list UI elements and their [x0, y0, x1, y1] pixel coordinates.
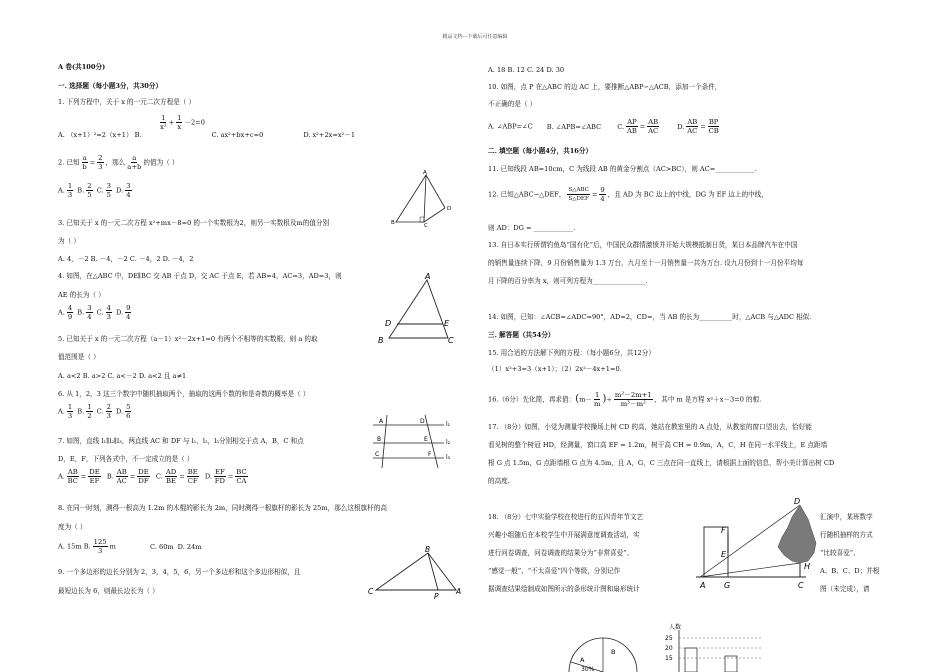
question-8-line-2: 度为（ ） — [58, 523, 87, 531]
label-c: C — [375, 451, 380, 458]
q1-equation-b: $\frac{1}{\text{x²}}$ + $\frac{1}{x}$ －2=0 — [160, 114, 205, 131]
question-18-line-4-cont: A、B、C、D；并根 — [820, 567, 880, 575]
label-a: A — [580, 656, 585, 664]
q1-options: A. （x+1）²=2（x+1） B. C. ax²+bx+c=0 D. x²+2x=x²－1 — [58, 131, 356, 139]
question-3-line-2: 为（ ） — [58, 237, 80, 245]
question-7-line-1: 7. 如图，直线 l₁∥l₂∥l₃，两直线 AC 和 DF 与 l₁，l₂，l₃分别相交于点 A，B，C 和点 — [58, 437, 304, 445]
question-11: 11. 已知线段 AB=10cm，C 为线段 AB 的黄金分割点（AC>BC），则 AC=____________. — [488, 165, 757, 173]
question-5-line-1: 5. 已知关于 x 的一元二次方程（a－1）x²－2x+1=0 有两个不相等的实数根，则 a 的取 — [58, 335, 318, 343]
question-13-line-1: 13. 自日本实行所谓钓鱼岛“国有化”后，中国民众群情激愤并开始大规模抵制日货，某日本品牌汽车在中国 — [488, 241, 798, 249]
question-18-line-5: 据调查结果绘制成如图所示的条形统计图和扇形统计 — [488, 585, 640, 593]
q8-options: A. 15m B. $\frac{125}{3}$ m C. 60m D. 24m — [58, 538, 202, 555]
question-17-line-4: 的高度. — [488, 477, 510, 485]
label-l2: l₂ — [446, 439, 451, 446]
label-b: B — [425, 545, 431, 554]
question-12: 12. 已知△ABC∽△DEF， S△ABC S△DEF = $\frac{9}{4}$ ，且 AD 为 BC 边上的中线，DG 为 EF 边上的中线， — [488, 186, 768, 203]
tree-crown — [778, 505, 816, 563]
question-10-line-1: 10. 如图，点 P 在△ABC 的边 AC 上，要推断△ABP∽△ACB，添加一个条件， — [488, 83, 722, 91]
q3-options: A. 4，－2 B. －4，－2 C. －4，2 D. －4，2 — [58, 255, 194, 263]
label-a: A — [423, 170, 427, 176]
label-a: A — [456, 587, 462, 596]
triangle-abc — [396, 175, 426, 222]
bar-1 — [685, 648, 697, 672]
question-12-line-2: 则 AD：DG = ____________. — [488, 224, 576, 232]
question-9-line-1: 9. 一个多边形的边长分别为 2，3，4，5，6，另一个多边形和这个多边形相似，且 — [58, 568, 301, 576]
question-17-line-3: 根 G 点 1.5m，G 点距墙根 G 点为 4.5m，且 A，G，C 三点在同一直线上，请根据上面的信息，帮小美计算出树 CD — [488, 459, 835, 467]
label-d: D — [794, 497, 801, 506]
tick-25: 25 — [665, 635, 673, 642]
figure-q10 — [366, 545, 466, 600]
question-2: 2. 已知 $\frac{a}{b}$ = $\frac{2}{3}$ ，那么 $\frac{a}{a+b}$ 的值为（ ） — [58, 154, 179, 171]
figure-q18-bar — [655, 624, 765, 672]
question-9-line-2: 最短边长为 6，则最长边长为（ ） — [58, 587, 159, 595]
label-h: H — [804, 562, 811, 571]
question-6: 6. 从 1，2，3 这三个数字中随机抽取两个，抽取的这两个数的和是奇数的概率是（ ） — [58, 390, 310, 398]
figure-q17 — [688, 495, 823, 595]
figure-q18-pie — [565, 632, 645, 672]
q2-options: A. $\frac{1}{3}$ B. $\frac{2}{5}$ C. $\frac{3}{5}$ D. $\frac{3}{4}$ — [58, 182, 131, 199]
question-13-line-3: 月下降的百分率为 x，则可列方程为________________. — [488, 277, 648, 285]
segment-ad — [426, 175, 445, 208]
question-17-line-2: 看见树的整个树冠 HD，经测量，窗口高 EF = 1.2m，树干高 CH = 0.9m，A，C，H 在同一水平线上，E 点距墙 — [488, 441, 828, 449]
question-15: 15. 用合适的方法解下列的方程：（每小题6分，共12分） — [488, 349, 655, 357]
question-7-line-2: D，E，F，下列各式中，不一定成立的是（ ） — [58, 455, 194, 463]
label-l1: l₁ — [446, 421, 451, 428]
label-b: B — [377, 436, 382, 443]
label-e: E — [721, 550, 727, 559]
bar-2 — [725, 656, 737, 672]
question-3-line-1: 3. 已知关于 x 的一元二次方程 x²+mx－8=0 的一个实数根为2，则另一实数根及m的值分别 — [58, 219, 330, 227]
label-g: G — [724, 581, 731, 590]
figure-q2 — [388, 172, 458, 227]
label-d: D — [420, 418, 425, 425]
label-b: B — [611, 648, 616, 656]
question-18-line-2-cont: 行随机抽样的方式 — [820, 531, 873, 539]
question-5-line-2: 值范围是（ ） — [58, 353, 100, 361]
label-a: A — [700, 581, 706, 590]
triangle-abc — [376, 553, 456, 590]
label-pct: 30% — [581, 666, 595, 672]
label-a: A — [379, 418, 384, 425]
question-18-line-5-cont: 图（未完成），请 — [820, 585, 870, 593]
label-b: B — [391, 220, 395, 226]
section-1-title: 一. 选择题（每小题3分，共30分） — [58, 82, 163, 90]
question-14: 14. 如图，已知：∠ACB=∠ADC=90°，AD=2，CD=，当 AB 的长为__________时，△ACB 与△ADC 相似. — [488, 313, 812, 321]
figure-q7 — [370, 410, 460, 470]
question-16: 16.（6分）先化简，再求值：(m－ $\frac{1}{m}$ )÷ $\frac{\text{m²－2m+1}}{\text{m³－m²}}$ ，其中 m 是方程 x²＋x－3=0 的根. — [488, 391, 762, 408]
figure-q4 — [370, 272, 460, 344]
label-c: C — [448, 336, 454, 345]
question-18-line-1-cont: 汇演中，某班数学 — [820, 513, 873, 521]
triangle-abc — [389, 280, 448, 338]
segment-bp — [428, 553, 438, 590]
label-d: D — [447, 206, 452, 212]
label-c: C — [368, 587, 374, 596]
label-c: C — [798, 581, 804, 590]
section-2-title: 二. 填空题（每小题4分，共16分） — [488, 147, 593, 155]
label-c: C — [424, 223, 428, 229]
question-18-line-3: 进行问卷调查，问卷调查的结果分为“非常喜爱”、 — [488, 549, 634, 557]
question-8-line-1: 8. 在同一时刻，测得一根高为 1.2m 的木棍的影长为 2m，同时测得一根旗杆的影长为 25m，那么这根旗杆的高 — [58, 504, 387, 512]
q7-options: A. $\frac{AB}{BC}$ = $\frac{DE}{EF}$ B. $\frac{AB}{AC}$ = $\frac{DE}{DF}$ C. $\frac{AD}{BE}$ = $\frac{BE}{CF}$ D. $\frac{EF}{FD}$ = $\frac{BC}{CA}$ — [58, 468, 247, 485]
question-15-line-2: （1）x²+3=3（x+1）；（2）2x²－4x+1=0. — [488, 365, 622, 373]
q6-options: A. $\frac{1}{3}$ B. $\frac{1}{2}$ C. $\frac{2}{3}$ D. $\frac{5}{6}$ — [58, 403, 131, 420]
question-13-line-2: 的销售量连续下降，9 月份销售量为 1.3 万台，九月至十一月销售量一共为万台. 设九月份到十一月份平均每 — [488, 259, 804, 267]
label-b: B — [378, 336, 384, 345]
sight-line-lower — [700, 563, 800, 577]
label-e: E — [444, 319, 450, 328]
label-f: F — [428, 451, 432, 458]
question-18-line-1: 18. （8分）七中实验学校在校进行的五四青年节文艺 — [488, 513, 644, 521]
segment-cd — [424, 208, 445, 222]
label-d: D — [385, 319, 392, 328]
question-18-line-3-cont: “比较喜爱”、 — [820, 549, 860, 557]
question-4-line-1: 4. 如图，在△ABC 中，DE∥BC 交 AB 于点 D，交 AC 于点 E，若 AB=4，AC=3，AD=3，则 — [58, 272, 342, 280]
label-e: E — [424, 436, 428, 443]
label-a: A — [425, 272, 431, 281]
section-3-title: 三. 解答题（共54分） — [488, 331, 555, 339]
q10-options: A. ∠ABP=∠C B. ∠APB=∠ABC C. $\frac{AP}{AB}$ = $\frac{AB}{AC}$ D. $\frac{AB}{AC}$ = $\frac{BP}{CB}$ — [488, 118, 719, 135]
page-header: 精品文档---下载后可任意编辑 — [442, 34, 508, 40]
tick-15: 15 — [665, 655, 673, 662]
question-4-line-2: AE 的长为（ ） — [58, 291, 105, 299]
q5-options: A. a<2 B. a>2 C. a<－2 D. a<2 且 a≠1 — [58, 372, 187, 380]
label-f: F — [721, 526, 726, 535]
tick-20: 20 — [665, 645, 673, 652]
part-a-title: A 卷(共100分) — [58, 63, 106, 71]
question-10-line-2: 不正确的是（ ） — [488, 100, 537, 108]
label-p: P — [434, 592, 439, 601]
q4-options: A. $\frac{4}{9}$ B. $\frac{3}{4}$ C. $\frac{4}{3}$ D. $\frac{9}{4}$ — [58, 304, 131, 321]
label-l3: l₃ — [446, 454, 451, 461]
question-17-line-1: 17. （8分）如图，小觉为测量学校操场上树 CD 的高，她站在教室里的 A 点处，从教室的窗口望出去，恰好能 — [488, 423, 812, 431]
question-18-line-2: 兴趣小组随后在本校学生中开展满意度调查活动，实 — [488, 531, 640, 539]
bar-title: 人数 — [669, 624, 682, 631]
q9-options: A. 18 B. 12 C. 24 D. 30 — [488, 66, 565, 74]
right-angle-mark — [420, 217, 424, 222]
question-18-line-4: “感觉一般”、“不太喜爱”四个等级，分别记作 — [488, 567, 621, 575]
question-1: 1. 下列方程中，关于 x 的一元二次方程是（ ） — [58, 98, 196, 106]
